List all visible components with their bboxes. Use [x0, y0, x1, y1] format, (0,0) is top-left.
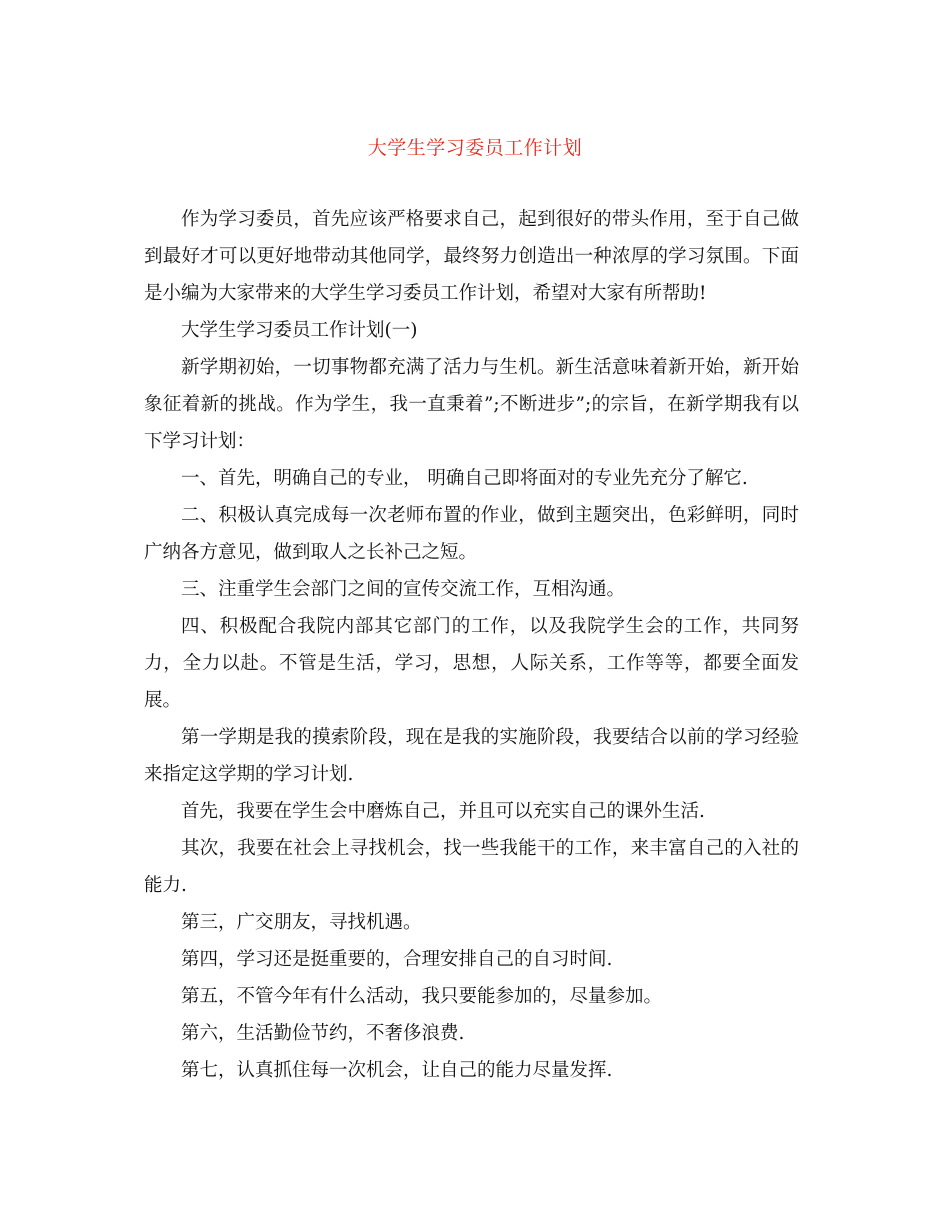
- plan-item: 第五，不管今年有什么活动，我只要能参加的，尽量参加。: [181, 986, 663, 1007]
- section-heading: 大学生学习委员工作计划(一): [181, 320, 418, 341]
- document-body: [144, 201, 799, 1089]
- list-item: 一、首先，明确自己的专业， 明确自己即将面对的专业先充分了解它.: [181, 468, 748, 489]
- document-title: 大学生学习委员工作计划: [367, 137, 583, 159]
- list-item: 三、注重学生会部门之间的宣传交流工作，互相沟通。: [181, 579, 626, 600]
- plan-item: 第七，认真抓住每一次机会，让自己的能力尽量发挥.: [181, 1060, 613, 1081]
- list-item: 四、积极配合我院内部其它部门的工作，以及我院学生会的工作，共同努力，全力以赴。不管是生活，学习，思想，人际关系，工作等等，都要全面发展。: [144, 616, 799, 711]
- plan-item: 第三，广交朋友，寻找机遇。: [181, 912, 422, 933]
- intro-paragraph: 作为学习委员，首先应该严格要求自己，起到很好的带头作用，至于自己做到最好才可以更好地带动其他同学，最终努力创造出一种浓厚的学习氛围。下面是小编为大家带来的大学生学习委员工作计划，希望对大家有所帮助!: [144, 209, 799, 304]
- list-item: 二、积极认真完成每一次老师布置的作业，做到主题突出，色彩鲜明，同时广纳各方意见，做到取人之长补己之短。: [144, 505, 799, 563]
- plan-item: 第四，学习还是挺重要的，合理安排自己的自习时间.: [181, 949, 613, 970]
- plan-item: 其次，我要在社会上寻找机会，找一些我能干的工作，来丰富自己的入社的能力.: [144, 838, 799, 896]
- paragraph: 新学期初始，一切事物都充满了活力与生机。新生活意味着新开始，新开始象征着新的挑战。作为学生，我一直秉着”;不断进步”;的宗旨，在新学期我有以下学习计划：: [144, 357, 799, 452]
- plan-item: 首先，我要在学生会中磨炼自己，并且可以充实自己的课外生活.: [181, 801, 705, 822]
- plan-item: 第六，生活勤俭节约，不奢侈浪费.: [181, 1023, 465, 1044]
- paragraph: 第一学期是我的摸索阶段，现在是我的实施阶段，我要结合以前的学习经验来指定这学期的学习计划.: [144, 727, 799, 785]
